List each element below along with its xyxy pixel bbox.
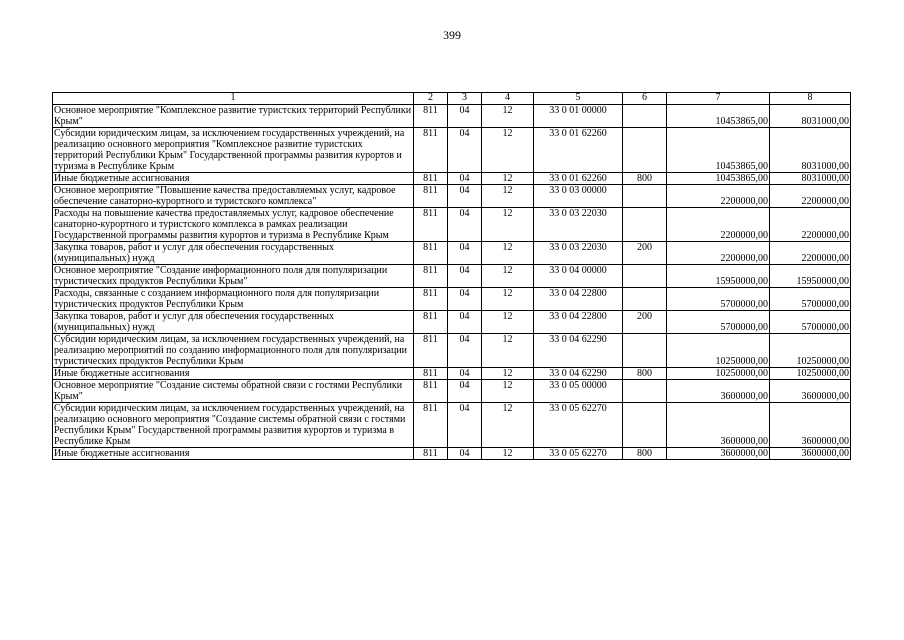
cell-col-5: 33 0 05 62270 xyxy=(534,448,623,460)
cell-col-4: 12 xyxy=(482,380,534,403)
cell-col-7: 5700000,00 xyxy=(667,288,770,311)
cell-col-7: 5700000,00 xyxy=(667,311,770,334)
cell-col-5: 33 0 04 22800 xyxy=(534,311,623,334)
cell-col-3: 04 xyxy=(448,448,482,460)
cell-col-4: 12 xyxy=(482,288,534,311)
cell-col-7: 10453865,00 xyxy=(667,173,770,185)
cell-col-5: 33 0 01 62260 xyxy=(534,173,623,185)
cell-col-5: 33 0 04 62290 xyxy=(534,334,623,368)
cell-col-6 xyxy=(623,334,667,368)
cell-col-8: 5700000,00 xyxy=(770,288,851,311)
cell-col-3: 04 xyxy=(448,185,482,208)
cell-col-3: 04 xyxy=(448,368,482,380)
cell-col-2: 811 xyxy=(414,128,448,173)
table-row xyxy=(53,185,851,208)
cell-col-5: 33 0 03 22030 xyxy=(534,208,623,242)
cell-col-7: 10453865,00 xyxy=(667,105,770,128)
column-header: 8 xyxy=(770,93,851,105)
cell-col-5: 33 0 04 62290 xyxy=(534,368,623,380)
cell-name: Закупка товаров, работ и услуг для обеспечения государственных (муниципальных) нужд xyxy=(53,242,414,265)
cell-col-6 xyxy=(623,128,667,173)
cell-col-7: 2200000,00 xyxy=(667,208,770,242)
table-row xyxy=(53,403,851,448)
cell-col-6 xyxy=(623,185,667,208)
cell-col-6 xyxy=(623,265,667,288)
table-row xyxy=(53,288,851,311)
cell-name: Иные бюджетные ассигнования xyxy=(53,173,414,185)
cell-name: Основное мероприятие "Создание информационного поля для популяризации туристических продуктов Республики Крым" xyxy=(53,265,414,288)
cell-name: Субсидии юридическим лицам, за исключением государственных учреждений, на реализацию основного мероприятия "Создание системы обратной связи с гостями Республики Крым" Государственной программы развития курортов и туризма в Республике Крым xyxy=(53,403,414,448)
cell-col-6 xyxy=(623,105,667,128)
cell-col-4: 12 xyxy=(482,173,534,185)
cell-col-6 xyxy=(623,208,667,242)
cell-col-5: 33 0 05 00000 xyxy=(534,380,623,403)
cell-name: Субсидии юридическим лицам, за исключением государственных учреждений, на реализацию основного мероприятия "Комплексное развитие туристских территорий Республики Крым" Государственной программы развития курортов и туризма в Республике Крым xyxy=(53,128,414,173)
column-header: 5 xyxy=(534,93,623,105)
cell-col-8: 3600000,00 xyxy=(770,403,851,448)
column-header: 3 xyxy=(448,93,482,105)
cell-name: Основное мероприятие "Комплексное развитие туристских территорий Республики Крым" xyxy=(53,105,414,128)
cell-col-2: 811 xyxy=(414,288,448,311)
cell-col-8: 5700000,00 xyxy=(770,311,851,334)
table-row xyxy=(53,128,851,173)
cell-name: Основное мероприятие "Повышение качества предоставляемых услуг, кадровое обеспечение санаторно-курортного и туристского комплекса" xyxy=(53,185,414,208)
cell-col-2: 811 xyxy=(414,242,448,265)
cell-col-4: 12 xyxy=(482,311,534,334)
cell-col-3: 04 xyxy=(448,105,482,128)
cell-col-7: 3600000,00 xyxy=(667,380,770,403)
cell-col-8: 15950000,00 xyxy=(770,265,851,288)
cell-col-5: 33 0 05 62270 xyxy=(534,403,623,448)
cell-col-2: 811 xyxy=(414,173,448,185)
page-number: 399 xyxy=(443,28,461,42)
cell-col-7: 10250000,00 xyxy=(667,334,770,368)
cell-col-2: 811 xyxy=(414,448,448,460)
table-row xyxy=(53,334,851,368)
header-row xyxy=(53,93,851,105)
column-header: 2 xyxy=(414,93,448,105)
table-row xyxy=(53,368,851,380)
cell-col-2: 811 xyxy=(414,403,448,448)
cell-col-6: 200 xyxy=(623,242,667,265)
cell-col-3: 04 xyxy=(448,403,482,448)
cell-name: Иные бюджетные ассигнования xyxy=(53,448,414,460)
cell-name: Расходы, связанные с созданием информационного поля для популяризации туристических продуктов Республики Крым xyxy=(53,288,414,311)
cell-col-3: 04 xyxy=(448,242,482,265)
cell-col-8: 8031000,00 xyxy=(770,173,851,185)
cell-col-5: 33 0 01 00000 xyxy=(534,105,623,128)
table-row xyxy=(53,311,851,334)
cell-col-7: 3600000,00 xyxy=(667,448,770,460)
table-row xyxy=(53,242,851,265)
cell-col-3: 04 xyxy=(448,288,482,311)
cell-col-4: 12 xyxy=(482,403,534,448)
cell-col-4: 12 xyxy=(482,208,534,242)
cell-col-4: 12 xyxy=(482,242,534,265)
cell-col-3: 04 xyxy=(448,128,482,173)
column-header: 7 xyxy=(667,93,770,105)
cell-col-3: 04 xyxy=(448,380,482,403)
cell-col-8: 10250000,00 xyxy=(770,368,851,380)
cell-col-8: 3600000,00 xyxy=(770,448,851,460)
cell-name: Субсидии юридическим лицам, за исключением государственных учреждений, на реализацию мероприятий по созданию информационного поля для популяризации туристических продуктов Республики Крым xyxy=(53,334,414,368)
table-row xyxy=(53,173,851,185)
cell-col-2: 811 xyxy=(414,334,448,368)
cell-col-7: 2200000,00 xyxy=(667,185,770,208)
cell-col-5: 33 0 01 62260 xyxy=(534,128,623,173)
cell-col-2: 811 xyxy=(414,368,448,380)
cell-col-5: 33 0 04 22800 xyxy=(534,288,623,311)
cell-col-5: 33 0 04 00000 xyxy=(534,265,623,288)
cell-col-2: 811 xyxy=(414,208,448,242)
cell-col-5: 33 0 03 00000 xyxy=(534,185,623,208)
cell-col-2: 811 xyxy=(414,265,448,288)
cell-col-6: 800 xyxy=(623,368,667,380)
budget-table xyxy=(52,92,851,460)
cell-col-4: 12 xyxy=(482,334,534,368)
cell-col-5: 33 0 03 22030 xyxy=(534,242,623,265)
cell-col-7: 10453865,00 xyxy=(667,128,770,173)
cell-col-8: 2200000,00 xyxy=(770,185,851,208)
cell-name: Закупка товаров, работ и услуг для обеспечения государственных (муниципальных) нужд xyxy=(53,311,414,334)
table-row xyxy=(53,448,851,460)
cell-col-4: 12 xyxy=(482,265,534,288)
cell-col-4: 12 xyxy=(482,105,534,128)
cell-col-8: 8031000,00 xyxy=(770,128,851,173)
column-header: 6 xyxy=(623,93,667,105)
cell-col-2: 811 xyxy=(414,380,448,403)
cell-col-6 xyxy=(623,403,667,448)
cell-col-4: 12 xyxy=(482,128,534,173)
cell-col-6: 800 xyxy=(623,448,667,460)
table-row xyxy=(53,265,851,288)
cell-col-3: 04 xyxy=(448,334,482,368)
cell-col-2: 811 xyxy=(414,311,448,334)
cell-col-7: 2200000,00 xyxy=(667,242,770,265)
cell-col-7: 3600000,00 xyxy=(667,403,770,448)
table-row xyxy=(53,105,851,128)
table-row xyxy=(53,208,851,242)
cell-col-6 xyxy=(623,288,667,311)
cell-col-8: 3600000,00 xyxy=(770,380,851,403)
cell-col-3: 04 xyxy=(448,208,482,242)
table-row xyxy=(53,380,851,403)
cell-name: Иные бюджетные ассигнования xyxy=(53,368,414,380)
cell-col-8: 2200000,00 xyxy=(770,208,851,242)
cell-name: Расходы на повышение качества предоставляемых услуг, кадровое обеспечение санаторно-курортного и туристского комплекса в рамках реализации Государственной программы развития курортов и туризма в Республике Крым xyxy=(53,208,414,242)
cell-col-8: 10250000,00 xyxy=(770,334,851,368)
cell-col-6: 200 xyxy=(623,311,667,334)
cell-col-4: 12 xyxy=(482,185,534,208)
cell-col-3: 04 xyxy=(448,173,482,185)
cell-col-8: 8031000,00 xyxy=(770,105,851,128)
cell-col-3: 04 xyxy=(448,311,482,334)
cell-col-4: 12 xyxy=(482,448,534,460)
cell-col-4: 12 xyxy=(482,368,534,380)
cell-col-2: 811 xyxy=(414,185,448,208)
cell-col-7: 15950000,00 xyxy=(667,265,770,288)
cell-col-6: 800 xyxy=(623,173,667,185)
column-header: 4 xyxy=(482,93,534,105)
cell-col-2: 811 xyxy=(414,105,448,128)
cell-col-7: 10250000,00 xyxy=(667,368,770,380)
column-header: 1 xyxy=(53,93,414,105)
cell-col-8: 2200000,00 xyxy=(770,242,851,265)
cell-name: Основное мероприятие "Создание системы обратной связи с гостями Республики Крым" xyxy=(53,380,414,403)
cell-col-6 xyxy=(623,380,667,403)
cell-col-3: 04 xyxy=(448,265,482,288)
